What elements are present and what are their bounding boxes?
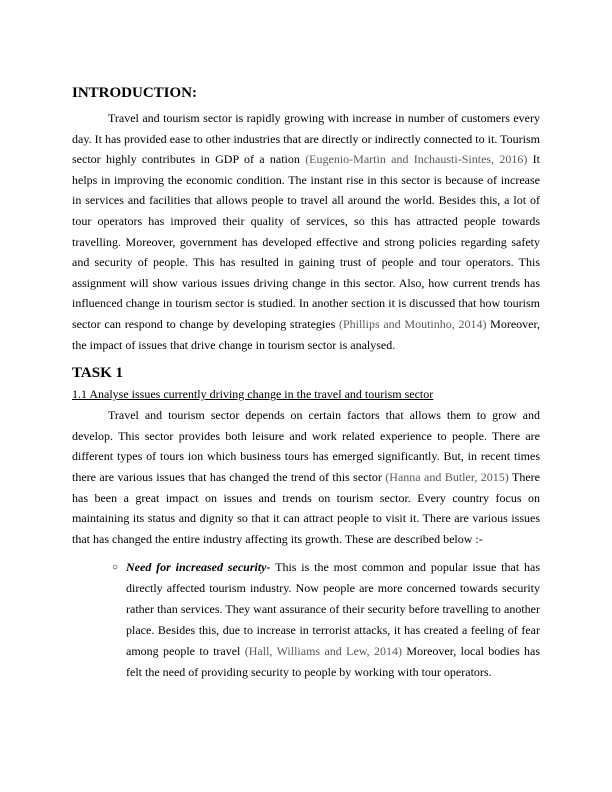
introduction-paragraph — [72, 108, 540, 355]
bullet-text-2: Moreover, local bodies has felt the need of providing security to people by working with tour operators. — [126, 644, 540, 680]
task-heading: TASK 1 — [72, 365, 123, 382]
citation: (Hanna and Butler, 2015) — [385, 469, 509, 484]
bullet-text-1: This is the most common and popular issue that has directly affected tourism industry. Now people are more concerned towards security rather than services. They want assurance of their security before travelling to another place. Besides this, due to increase in terrorist attacks, it has created a feeling of fear among people to travel — [126, 560, 540, 659]
intro-text-2: It helps in improving the economic condition. The instant rise in this sector is because of increase in services and facilities that allows people to travel all around the world. Besides this, a lot of tour operators has improved their quality of services, so this has attracted people towards travelling. Moreover, government has developed effective and strong policies regarding safety and security of people. This has resulted in gaining trust of people and tour operators. This assignment will show various issues driving change in this sector. Also, how current trends has influenced change in tourism sector is studied. In another section it is discussed that how tourism sector can respond to change by developing strategies — [72, 152, 540, 331]
bullet-list — [72, 557, 540, 683]
document-page — [72, 84, 540, 683]
task-paragraph — [72, 405, 540, 549]
hollow-circle-bullet-icon: ○ — [112, 562, 119, 574]
intro-text-1: Travel and tourism sector is rapidly growing with increase in number of customers every day. It has provided ease to other industries that are directly or indirectly connected to it. Tourism sector highly contributes in GDP of a nation — [72, 111, 540, 167]
section-subheading: 1.1 Analyse issues currently driving change in the travel and tourism sector — [72, 387, 434, 402]
intro-text-3: Moreover, the impact of issues that drive change in tourism sector is analysed. — [72, 316, 541, 352]
introduction-heading: INTRODUCTION: — [72, 85, 198, 101]
task-text-2: There has been a great impact on issues and trends on tourism sector. Every country focus on maintaining its status and dignity so that it can attract people to visit it. There are various issues that has changed the entire industry affecting its growth. These are described below :- — [72, 469, 540, 546]
bullet-term: Need for increased security- — [126, 560, 271, 575]
citation: (Eugenio-Martin and Inchausti-Sintes, 2016) — [305, 152, 528, 167]
list-item — [112, 557, 540, 683]
citation: (Phillips and Moutinho, 2014) — [338, 316, 487, 331]
citation: (Hall, Williams and Lew, 2014) — [244, 644, 403, 659]
task-text-1: Travel and tourism sector depends on certain factors that allows them to grow and develop. This sector provides both leisure and work related experience to people. There are different types of tours ion which business tours has emerged significantly. But, in recent times there are various issues that has changed the trend of this sector — [72, 408, 540, 484]
